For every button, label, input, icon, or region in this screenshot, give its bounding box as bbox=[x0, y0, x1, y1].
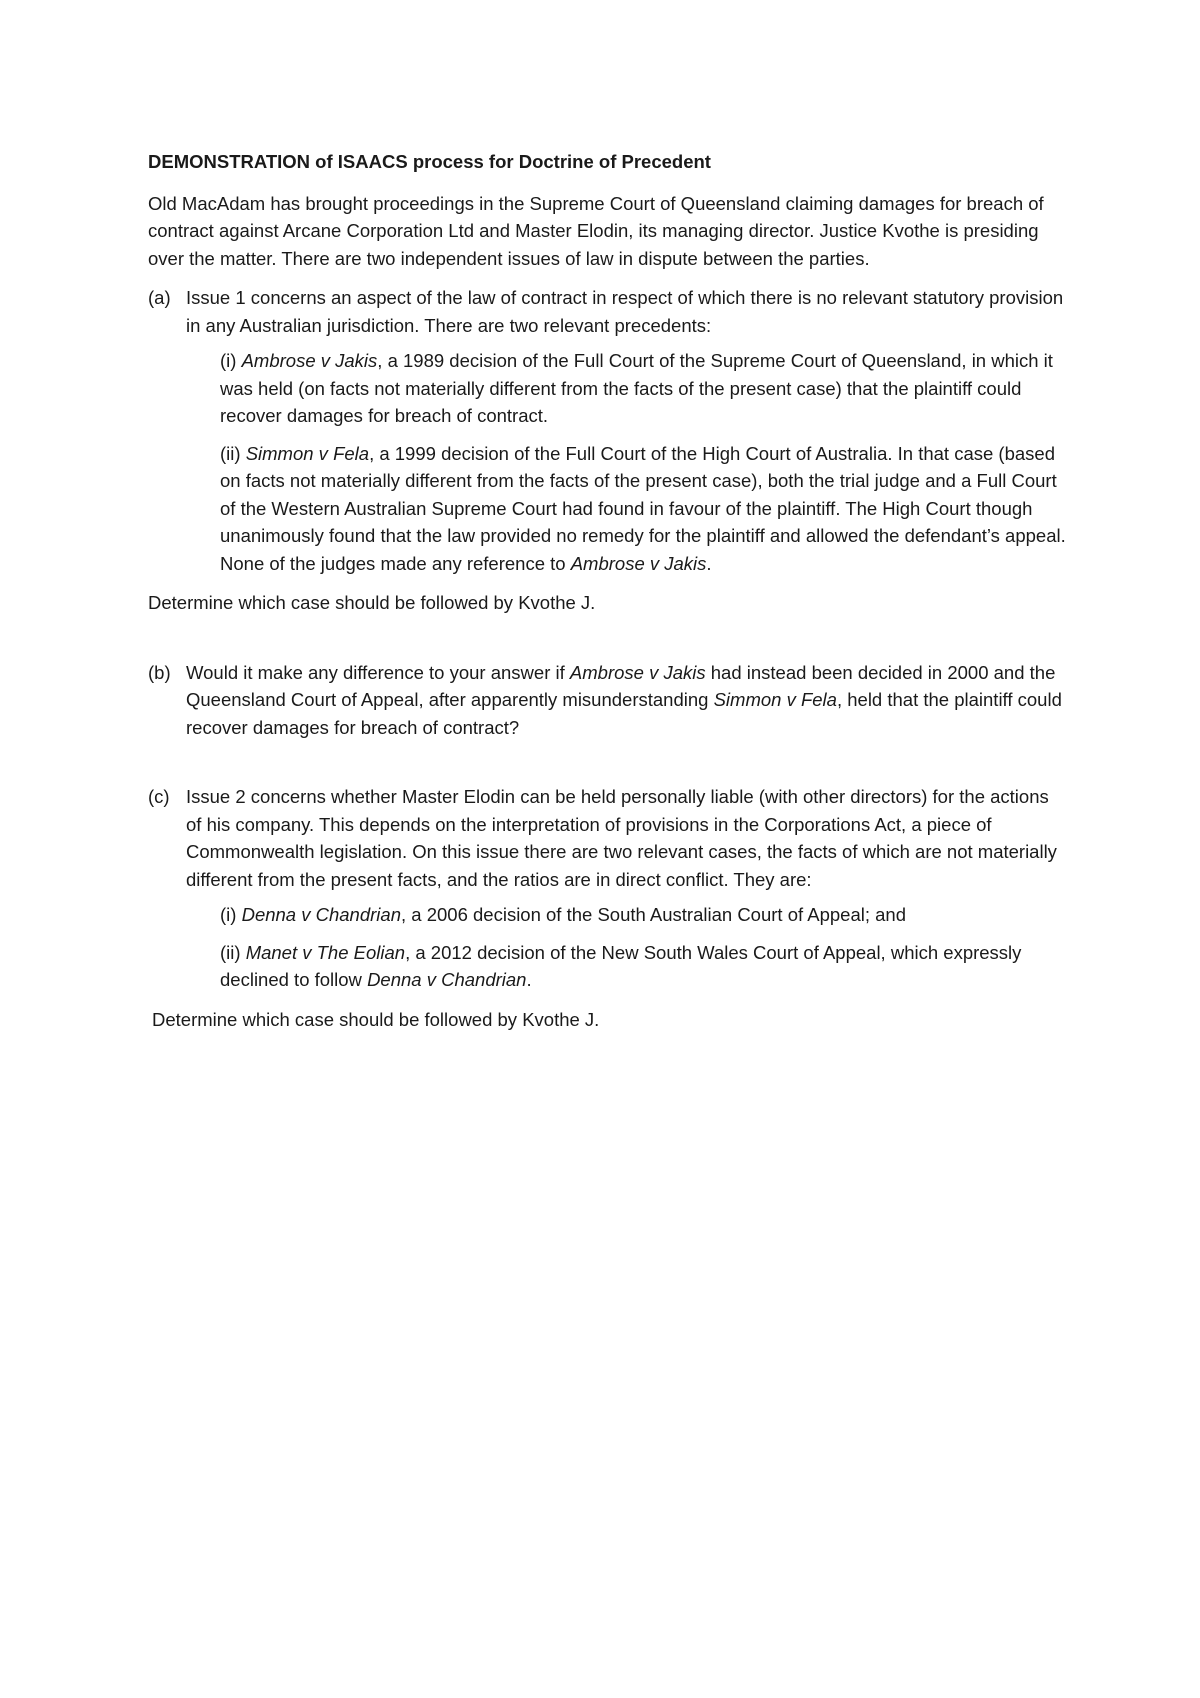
intro-paragraph: Old MacAdam has brought proceedings in the Supreme Court of Queensland claiming damages for breach of contract against Arcane Corporation Ltd and Master Elodin, its managing director. Justice Kvothe is presiding over the matter. There are two independent issues of law in dispute between the parties. bbox=[148, 192, 1044, 269]
part-c-determine: Determine which case should be followed by Kvothe J. bbox=[152, 1008, 600, 1030]
part-b-label: (b) bbox=[148, 661, 171, 683]
part-a-determine: Determine which case should be followed by Kvothe J. bbox=[148, 592, 596, 613]
case-name: Denna v Chandrian bbox=[367, 969, 527, 990]
part-c-sub-i-label: (i) bbox=[220, 904, 237, 925]
case-name: Manet v The Eolian bbox=[245, 941, 406, 963]
part-a-sub-i-text: , a 1989 decision of the Full Court of the Supreme Court of Queensland, in which it was held (on facts not materially different from the facts of the present case) that the plaintiff could recover damages for breach of contract. bbox=[220, 350, 1053, 426]
case-name: Ambrose v Jakis bbox=[570, 552, 707, 574]
part-c-label: (c) bbox=[148, 786, 170, 807]
part-c-sub-i-text: , a 2006 decision of the South Australian Court of Appeal; and bbox=[401, 904, 906, 925]
part-a-sub-ii-label: (ii) bbox=[220, 442, 241, 464]
part-b-text-2: had instead been decided in 2000 and the Queensland Court of Appeal, after apparently misunderstanding bbox=[186, 661, 1056, 710]
sentence-end: . bbox=[706, 552, 712, 574]
part-a-sub-ii bbox=[220, 440, 1068, 578]
part-c-sub-ii-text: , a 2012 decision of the New South Wales Court of Appeal, which expressly declined to follow bbox=[220, 941, 1022, 990]
case-name: Ambrose v Jakis bbox=[569, 661, 706, 683]
part-b-text-3: , held that the plaintiff could recover damages for breach of contract? bbox=[186, 689, 1062, 738]
part-a-sub-i bbox=[220, 347, 1068, 430]
part-b bbox=[148, 659, 1068, 742]
part-a-sub-ii-text: , a 1999 decision of the Full Court of the High Court of Australia. In that case (based on facts not materially different from the facts of the present case), both the trial judge and a Full Court of the Western Australian Supreme Court had found in favour of the plaintiff. The High Court though unanimously found that the law provided no remedy for the plaintiff and allowed the defendant’s appeal. None of the judges made any reference to bbox=[220, 442, 1066, 574]
spacer bbox=[148, 617, 1068, 659]
spacer bbox=[148, 741, 1068, 783]
case-name: Ambrose v Jakis bbox=[241, 350, 378, 371]
case-name: Denna v Chandrian bbox=[241, 904, 401, 925]
document-title: DEMONSTRATION of ISAACS process for Doctrine of Precedent bbox=[148, 151, 711, 172]
part-a-sub-i-label: (i) bbox=[220, 350, 237, 371]
part-c-text: Issue 2 concerns whether Master Elodin can be held personally liable (with other directors) for the actions of his company. This depends on the interpretation of provisions in the Corporations Act, a piece of Commonwealth legislation. On this issue there are two relevant cases, the facts of which are not materially different from the present facts, and the ratios are in direct conflict. They are: bbox=[186, 786, 1057, 890]
sentence-end: . bbox=[526, 969, 532, 990]
part-c-sub-ii bbox=[220, 939, 1068, 994]
part-b-text-1: Would it make any difference to your answer if bbox=[186, 661, 570, 683]
part-a bbox=[148, 284, 1068, 577]
part-c-sub-i bbox=[220, 901, 1068, 929]
part-a-label: (a) bbox=[148, 287, 171, 308]
case-name: Simmon v Fela bbox=[245, 442, 370, 464]
case-name: Simmon v Fela bbox=[713, 689, 837, 710]
part-a-text: Issue 1 concerns an aspect of the law of contract in respect of which there is no relevant statutory provision in any Australian jurisdiction. There are two relevant precedents: bbox=[186, 287, 1064, 336]
part-c bbox=[148, 783, 1068, 994]
part-c-sub-ii-label: (ii) bbox=[220, 941, 241, 963]
document-body bbox=[148, 148, 1068, 1033]
